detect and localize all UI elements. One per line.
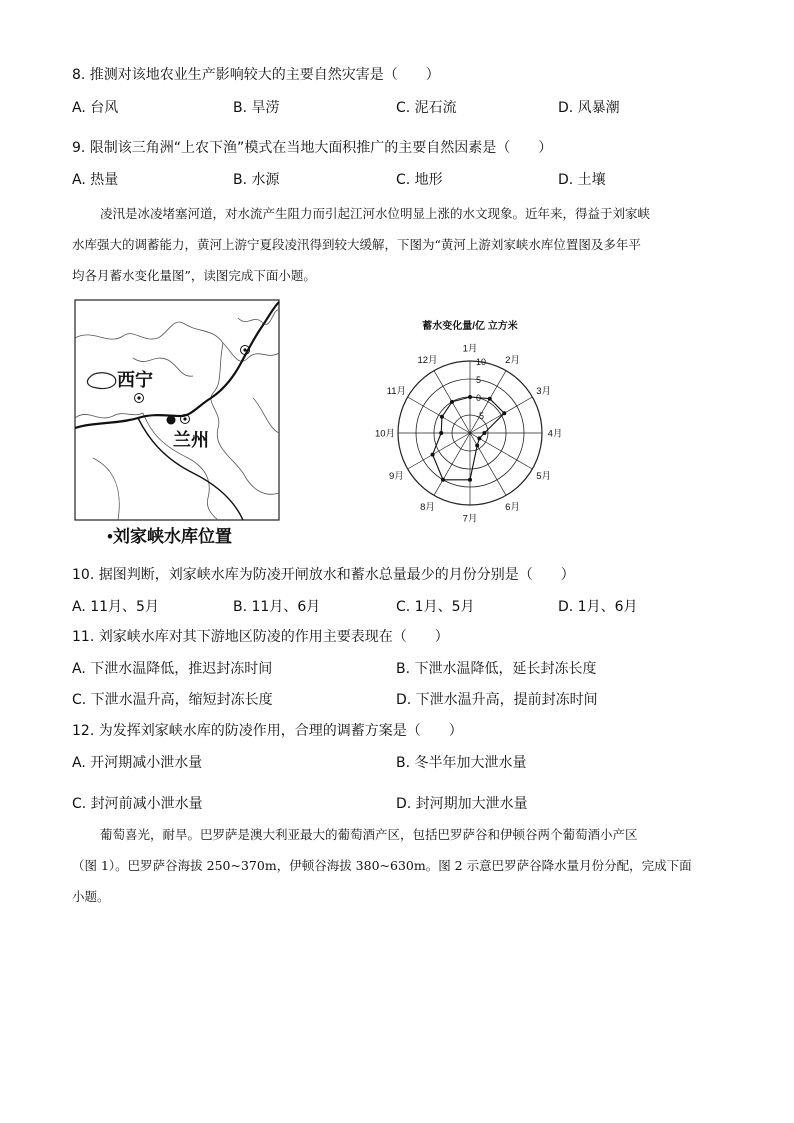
q8-option-a: A. 台风 bbox=[72, 100, 119, 116]
q9-option-c: C. 地形 bbox=[396, 172, 443, 188]
radar-spoke-8 bbox=[434, 433, 470, 495]
storage-change-radar-chart bbox=[355, 316, 585, 536]
radar-spoke-6 bbox=[470, 433, 506, 495]
q11-option-c: C. 下泄水温升高，缩短封冻长度 bbox=[72, 692, 273, 708]
q10-option-d: D. 1月、6月 bbox=[558, 599, 638, 615]
q9-option-d: D. 土壤 bbox=[558, 172, 606, 188]
q9-option-a: A. 热量 bbox=[72, 172, 119, 188]
month-label-3: 3月 bbox=[536, 386, 552, 397]
month-label-8: 8月 bbox=[420, 502, 435, 514]
q8-option-d: D. 风暴潮 bbox=[558, 100, 620, 116]
month-label-9: 9月 bbox=[388, 471, 404, 482]
q8-option-b: B. 旱涝 bbox=[233, 100, 280, 116]
radar-point-12 bbox=[450, 400, 454, 404]
month-label-6: 6月 bbox=[505, 502, 520, 514]
q11-option-b: B. 下泄水温降低，延长封冻长度 bbox=[396, 661, 597, 677]
radar-point-11 bbox=[440, 415, 444, 419]
q10-option-b: B. 11月、6月 bbox=[233, 599, 321, 615]
q8-option-c: C. 泥石流 bbox=[396, 100, 457, 116]
question-12-stem: 12. 为发挥刘家峡水库的防凌作用，合理的调蓄方案是（ ） bbox=[72, 723, 463, 739]
question-8-stem: 8. 推测对该地农业生产影响较大的主要自然灾害是（ ） bbox=[72, 67, 440, 83]
radar-point-5 bbox=[477, 436, 481, 440]
radar-series-line bbox=[433, 397, 505, 480]
radar-point-4 bbox=[482, 431, 486, 435]
radar-point-3 bbox=[502, 411, 506, 415]
question-10-stem: 10. 据图判断，刘家峡水库为防凌开闸放水和蓄水总量最少的月份分别是（ ） bbox=[72, 567, 575, 583]
q11-option-d: D. 下泄水温升高，提前封冻时间 bbox=[396, 692, 598, 708]
scale-label-2: 0 bbox=[476, 393, 482, 403]
reservoir-location-map bbox=[73, 298, 283, 548]
radar-point-1 bbox=[468, 395, 472, 399]
month-label-4: 4月 bbox=[547, 428, 563, 440]
q12-option-b: B. 冬半年加大泄水量 bbox=[396, 755, 527, 771]
passage1-line3: 均各月蓄水变化量图”，读图完成下面小题。 bbox=[72, 268, 316, 283]
month-label-10: 10月 bbox=[374, 428, 396, 440]
passage2-line2: （图 1）。巴罗萨谷海拔 250~370m，伊顿谷海拔 380~630m。图 2 示意巴罗萨谷降水量月份分配，完成下面 bbox=[72, 858, 692, 873]
chart-title: 蓄水变化量/亿 立方米 bbox=[422, 321, 518, 332]
month-label-11: 11月 bbox=[386, 386, 407, 397]
radar-point-2 bbox=[488, 397, 492, 401]
xining-label: 西宁 bbox=[117, 370, 153, 390]
q12-option-c: C. 封河前减小泄水量 bbox=[72, 796, 203, 812]
q12-option-a: A. 开河期减小泄水量 bbox=[72, 755, 203, 771]
passage2-line1: 葡萄喜光，耐旱。巴罗萨是澳大利亚最大的葡萄酒产区，包括巴罗萨谷和伊顿谷两个葡萄酒小产区 bbox=[100, 827, 638, 842]
q11-option-a: A. 下泄水温降低，推迟封冻时间 bbox=[72, 661, 273, 677]
lanzhou-label: 兰州 bbox=[173, 430, 209, 450]
passage1-line1: 凌汛是冰凌堵塞河道，对水流产生阻力而引起江河水位明显上涨的水文现象。近年来，得益于刘家峡 bbox=[100, 206, 651, 221]
map-caption: •刘家峡水库位置 bbox=[107, 527, 232, 546]
radar-point-6 bbox=[475, 443, 479, 447]
month-label-7: 7月 bbox=[462, 513, 478, 525]
passage2-line3: 小题。 bbox=[72, 889, 110, 904]
question-9-stem: 9. 限制该三角洲“上农下渔”模式在当地大面积推广的主要自然因素是（ ） bbox=[72, 140, 553, 156]
question-11-stem: 11. 刘家峡水库对其下游地区防凌的作用主要表现在（ ） bbox=[72, 629, 449, 645]
scale-label-1: 5 bbox=[476, 375, 482, 385]
q10-option-a: A. 11月、5月 bbox=[72, 599, 159, 615]
q9-option-b: B. 水源 bbox=[233, 172, 280, 188]
month-label-2: 2月 bbox=[505, 354, 520, 366]
month-label-5: 5月 bbox=[536, 471, 552, 482]
radar-point-9 bbox=[431, 453, 435, 457]
radar-point-7 bbox=[468, 478, 472, 482]
radar-point-8 bbox=[441, 478, 445, 482]
scale-label-3: -5 bbox=[476, 411, 485, 421]
q10-option-c: C. 1月、5月 bbox=[396, 599, 475, 615]
passage1-line2: 水库强大的调蓄能力，黄河上游宁夏段凌汛得到较大缓解，下图为“黄河上游刘家峡水库位置图及多年平 bbox=[72, 237, 641, 252]
month-label-12: 12月 bbox=[417, 354, 438, 366]
radar-point-10 bbox=[439, 431, 443, 435]
month-label-1: 1月 bbox=[462, 343, 478, 355]
radar-spoke-11 bbox=[408, 397, 470, 433]
q12-option-d: D. 封河期加大泄水量 bbox=[396, 796, 528, 812]
scale-label-0: 10 bbox=[476, 357, 487, 367]
